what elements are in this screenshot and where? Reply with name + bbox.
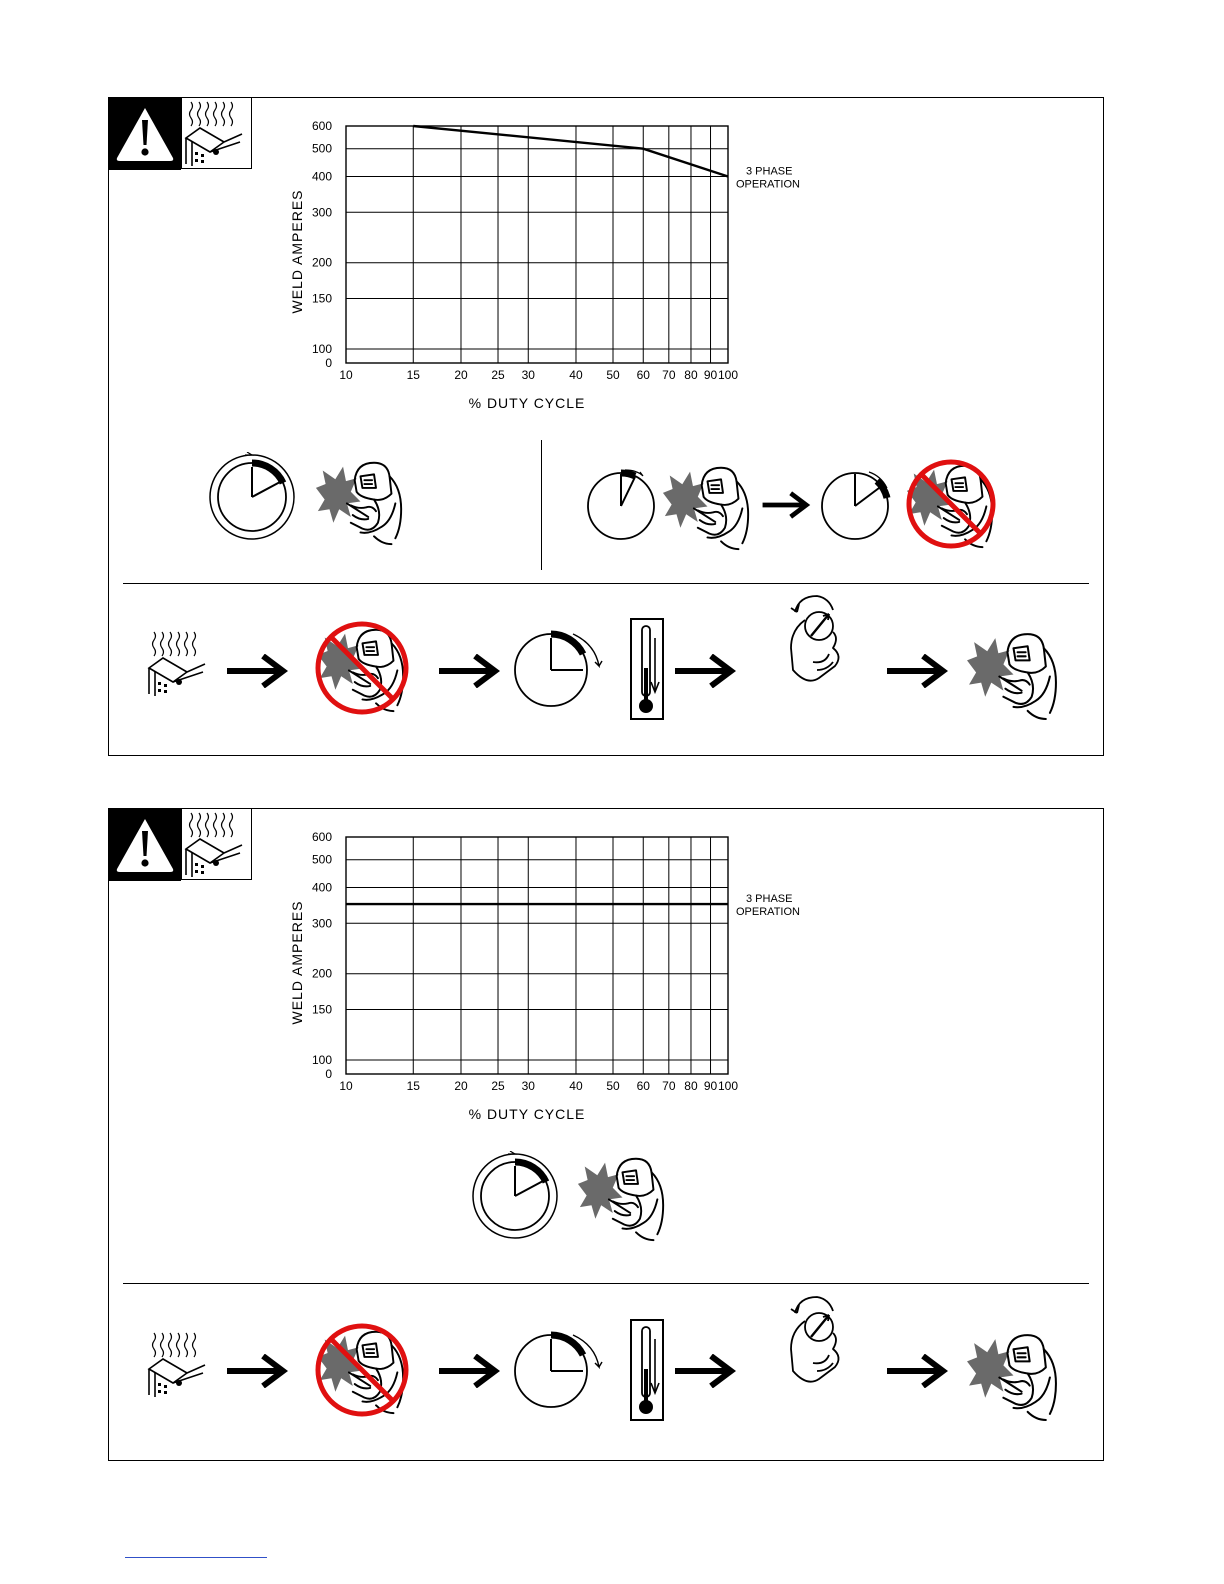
x-tick-label: 10 (339, 1079, 353, 1093)
welder-icon (314, 455, 406, 552)
welder-icon (965, 626, 1061, 727)
y-tick-label: 300 (311, 916, 332, 931)
x-tick-label: 30 (521, 1079, 535, 1093)
y-axis-title: WELD AMPERES (289, 900, 305, 1025)
thermometer-icon (630, 618, 664, 725)
plot-frame (346, 126, 728, 363)
arrow-right-icon (437, 654, 501, 693)
y-tick-label: 400 (311, 880, 332, 895)
series-annotation: OPERATION (736, 906, 800, 919)
y-tick-label: 150 (311, 1002, 332, 1017)
x-tick-label: 70 (662, 1079, 676, 1093)
y-tick-label: 100 (311, 342, 332, 356)
timer-full-cycle-icon (470, 1151, 560, 1246)
thermometer-icon (630, 1319, 664, 1426)
reduce-setting-knob-icon (773, 590, 853, 695)
reduce-setting-knob-icon (773, 1291, 853, 1396)
y-tick-label: 400 (311, 169, 332, 184)
no-welding-icon (314, 620, 410, 721)
y-tick-label: 100 (311, 1053, 332, 1067)
section-rule (123, 1283, 1089, 1284)
timer-cooling-icon (511, 1327, 607, 1416)
arrow-right-icon (761, 491, 811, 524)
duty-cycle-panel-1 (108, 97, 1104, 756)
x-tick-label: 60 (636, 1079, 650, 1093)
x-tick-label: 90 (703, 368, 718, 382)
arrow-right-icon (885, 1354, 949, 1393)
x-axis-title: % DUTY CYCLE (468, 395, 586, 408)
y-axis-title: WELD AMPERES (289, 189, 305, 314)
arrow-right-icon (885, 654, 949, 693)
y-tick-label: 600 (311, 119, 332, 133)
timer-full-cycle-icon (207, 452, 297, 547)
y-tick-label: 500 (311, 141, 332, 156)
y-tick-label: 200 (311, 966, 332, 981)
x-tick-label: 30 (521, 368, 535, 382)
no-welding-icon (905, 458, 997, 555)
footer-link-rule (125, 1557, 267, 1558)
x-axis-title: % DUTY CYCLE (468, 1106, 586, 1119)
x-tick-label: 80 (684, 1079, 698, 1093)
x-tick-label: 20 (454, 368, 468, 382)
hot-machine-icon (181, 98, 252, 169)
timer-cooling-icon (511, 626, 607, 715)
plot-frame (346, 837, 728, 1074)
x-tick-label: 15 (406, 1079, 420, 1093)
timer-rest-icon (819, 468, 891, 545)
arrow-right-icon (673, 1354, 737, 1393)
series-line (413, 126, 728, 176)
x-tick-label: 50 (606, 368, 620, 382)
x-tick-label: 25 (491, 368, 505, 382)
arrow-right-icon (225, 654, 289, 693)
x-tick-label: 25 (491, 1079, 505, 1093)
hot-machine-icon (145, 1329, 215, 1404)
y-zero-label: 0 (325, 1067, 332, 1081)
y-tick-label: 500 (311, 852, 332, 867)
hot-machine-icon (145, 628, 215, 703)
duty-cycle-chart (274, 819, 814, 1119)
x-tick-label: 10 (339, 368, 353, 382)
no-welding-icon (314, 1322, 410, 1423)
x-tick-label: 50 (606, 1079, 620, 1093)
x-tick-label: 100 (717, 368, 739, 382)
x-tick-label: 80 (684, 368, 698, 382)
hot-machine-icon (181, 809, 252, 880)
x-tick-label: 40 (569, 1079, 583, 1093)
warning-triangle-icon (109, 809, 181, 881)
arrow-right-icon (673, 654, 737, 693)
duty-cycle-panel-2 (108, 808, 1104, 1461)
welder-icon (576, 1151, 668, 1248)
arrow-right-icon (437, 1354, 501, 1393)
duty-cycle-chart (274, 108, 814, 408)
x-tick-label: 20 (454, 1079, 468, 1093)
divider (541, 440, 542, 570)
section-rule (123, 583, 1089, 584)
warning-triangle-icon (109, 98, 181, 170)
timer-short-icon (585, 468, 657, 545)
y-tick-label: 150 (311, 291, 332, 306)
x-tick-label: 100 (717, 1079, 739, 1093)
series-annotation: OPERATION (736, 178, 800, 191)
series-annotation: 3 PHASE (746, 165, 793, 178)
x-tick-label: 70 (662, 368, 676, 382)
x-tick-label: 40 (569, 368, 583, 382)
y-zero-label: 0 (325, 356, 332, 370)
arrow-right-icon (225, 1354, 289, 1393)
y-tick-label: 200 (311, 255, 332, 270)
x-tick-label: 15 (406, 368, 420, 382)
welder-icon (965, 1327, 1061, 1428)
welder-icon (661, 460, 753, 557)
y-tick-label: 300 (311, 205, 332, 220)
series-annotation: 3 PHASE (746, 893, 793, 906)
x-tick-label: 60 (636, 368, 650, 382)
x-tick-label: 90 (703, 1079, 718, 1093)
y-tick-label: 600 (311, 830, 332, 844)
